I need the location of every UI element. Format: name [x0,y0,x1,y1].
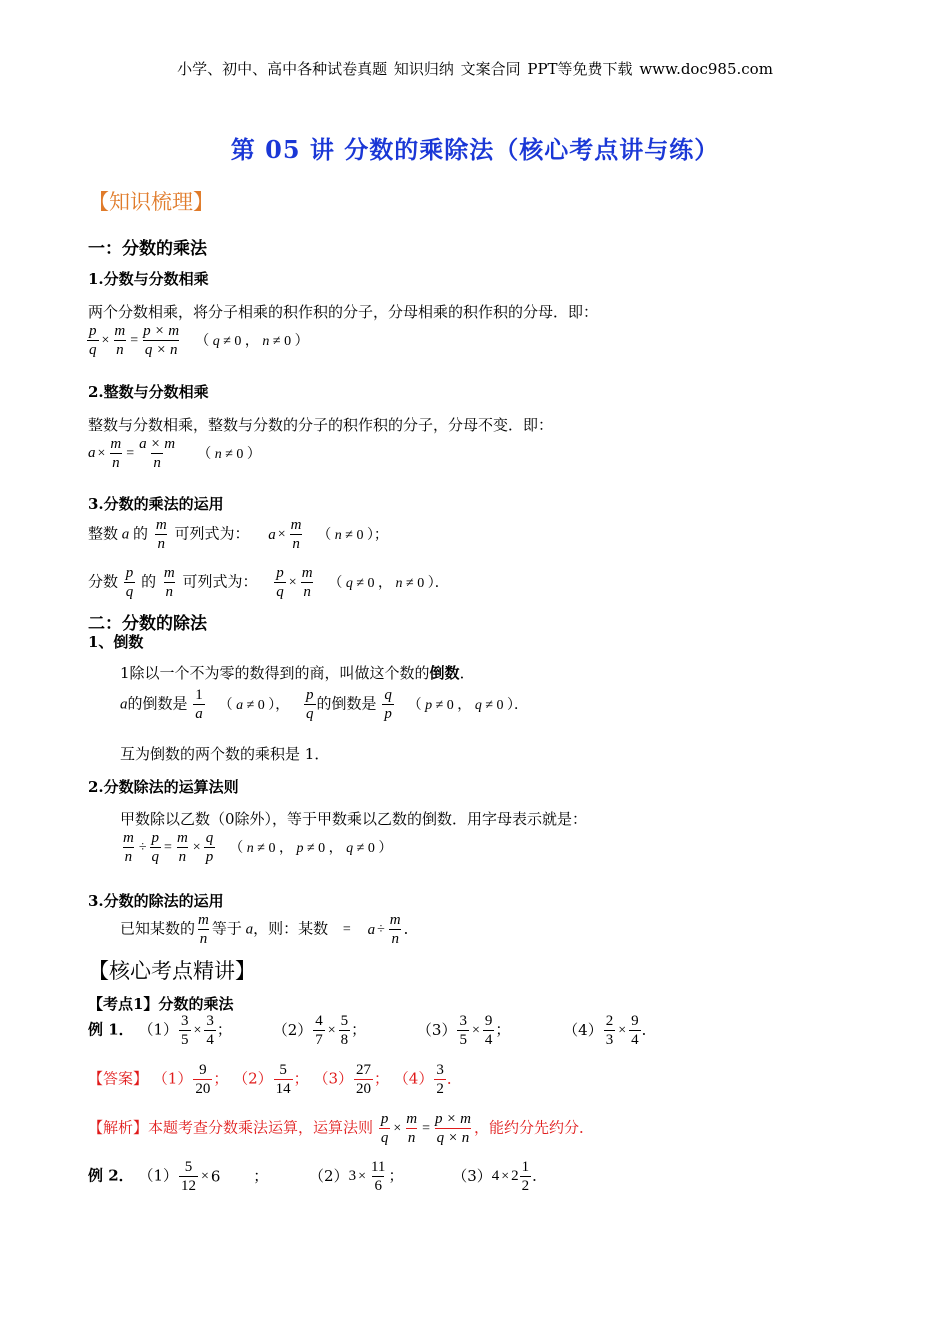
line-integer-of-fraction: 整数 a 的 $\frac{m}{n}$ 可列式为： a × $\frac{m}{n}$ （ n ≠ 0 ）； [88,517,388,552]
section-knowledge: 【知识梳理】 [88,190,214,214]
subheading-division-application: 3.分数的除法的运用 [88,892,224,910]
subheading-frac-frac: 1.分数与分数相乘 [88,270,209,288]
subheading-division-rule: 2.分数除法的运算法则 [88,778,239,796]
text-division-rule: 甲数除以乙数（0除外），等于甲数乘以乙数的倒数．用字母表示就是： [120,810,588,828]
formula-frac-frac: $\frac{p}{q}$ × $\frac{m}{n}$ = $\frac{p \times m}{q \times n}$ （ q ≠ 0 ， n ≠ 0 ） [89,323,309,358]
line-reciprocal-examples: a的倒数是 $\frac{1}{a}$ （ a ≠ 0 ）， $\frac{p}{q}$ 的倒数是 $\frac{q}{p}$ （ p ≠ 0 ， q ≠ 0 ）． [120,687,528,722]
subheading-reciprocal: 1、倒数 [88,633,144,651]
point1-title: 【考点1】分数的乘法 [88,995,234,1013]
subheading-int-frac: 2.整数与分数相乘 [88,383,209,401]
text-int-frac: 整数与分数相乘，整数与分数的分子的积作积的分子，分母不变．即： [88,416,554,434]
analysis-line: 【解析】本题考查分数乘法运算，运算法则 $\frac{p}{q}$ × $\frac{m}{n}$ = $\frac{p \times m}{q \times n}$ ，能约分先约分． [88,1111,594,1146]
subheading-mult-application: 3.分数的乘法的运用 [88,495,224,513]
example-1: 例 1． （1） $\frac{3}{5}$ × $\frac{3}{4}$ ； （2） $\frac{4}{7}$ × $\frac{5}{8}$ ； （3） $\frac{3}{5}$ × $\frac{9}{4}$ ； （4） $\frac{2}{3}$ × $\frac{9}{4}$ ． [88,1013,657,1048]
text-reciprocal-def: 1除以一个不为零的数得到的商，叫做这个数的倒数． [120,664,475,682]
heading-division: 二：分数的除法 [88,614,207,634]
text-frac-frac: 两个分数相乘，将分子相乘的积作积的分子，分母相乘的积作积的分母．即： [88,303,599,321]
text-reciprocal-product: 互为倒数的两个数的乘积是 1． [120,745,330,763]
line-division-application: 已知某数的 $\frac{m}{n}$ 等于 a，则：某数 = a ÷ $\frac{m}{n}$ ． [120,912,419,947]
page-title: 第 05 讲 分数的乘除法（核心考点讲与练） [230,135,720,164]
heading-multiplication: 一：分数的乘法 [88,239,207,259]
line-fraction-of-fraction: 分数 $\frac{p}{q}$ 的 $\frac{m}{n}$ 可列式为： $\frac{p}{q}$ × $\frac{m}{n}$ （ q ≠ 0 ， n ≠ 0 ）． [88,565,449,600]
formula-division-rule: $\frac{m}{n}$ ÷ $\frac{p}{q}$ = $\frac{m}{n}$ × $\frac{q}{p}$ （ n ≠ 0 ， p ≠ 0 ， q ≠ 0 ） [123,830,393,865]
section-core-points: 【核心考点精讲】 [88,959,256,983]
answer-line: 【答案】 （1） $\frac{9}{20}$ ； （2） $\frac{5}{14}$ ； （3） $\frac{27}{20}$ ； （4） $\frac{3}{2}$ ． [88,1062,462,1097]
page-header: 小学、初中、高中各种试卷真题 知识归纳 文案合同 PPT等免费下载 www.doc985.com [177,60,773,78]
formula-int-frac: a × $\frac{m}{n}$ = $\frac{a \times m}{n}$ （ n ≠ 0 ） [88,436,261,471]
example-2: 例 2． （1） $\frac{5}{12}$ × 6 ； （2）3 × $\frac{11}{6}$ ； （3）4 × 2 $\frac{1}{2}$ ． [88,1159,548,1194]
